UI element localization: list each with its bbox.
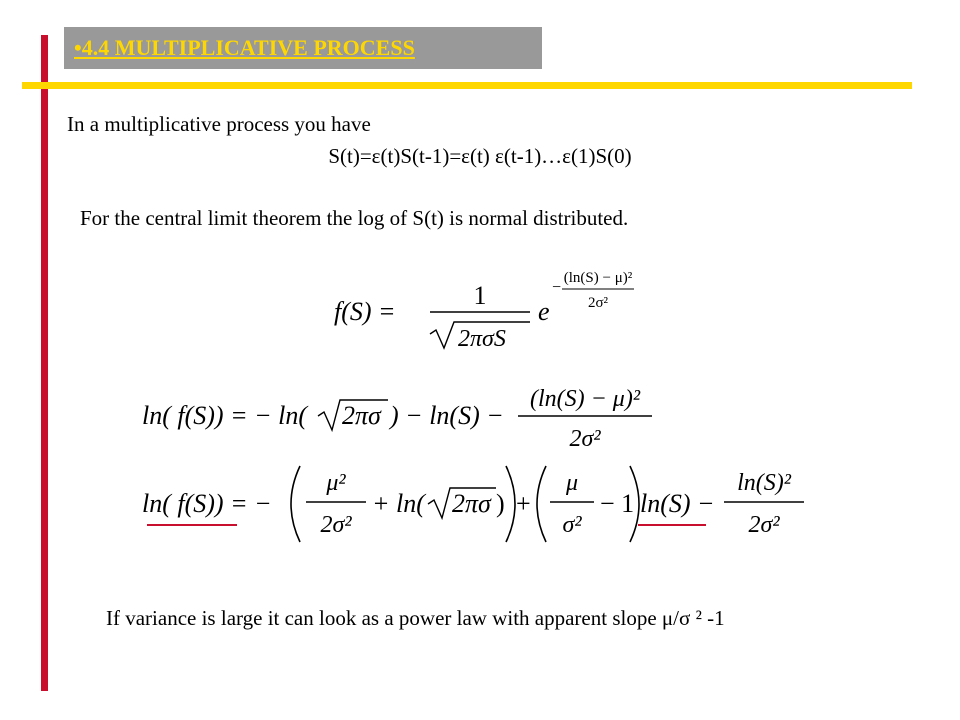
top-accent-bar	[22, 82, 912, 89]
eq3-g1-close: )	[496, 489, 505, 518]
eq2-frac-numerator: (ln(S) − μ)²	[529, 386, 641, 412]
eq3-g2-tail: − 1	[600, 489, 635, 518]
eq3-g1-denominator: 2σ²	[320, 512, 352, 538]
intro-text: In a multiplicative process you have	[67, 112, 371, 136]
eq3-lhs: ln( f(S)) = −	[142, 489, 272, 518]
eq1-base-e: e	[538, 297, 550, 326]
eq2-lhs: ln( f(S)) = − ln(	[142, 401, 308, 430]
chain-formula: S(t)=ε(t)S(t-1)=ε(t) ε(t-1)…ε(1)S(0)	[328, 144, 632, 168]
log-density-equation	[140, 380, 670, 460]
underline-mark-lhs	[147, 524, 237, 526]
eq1-lhs: f(S) =	[334, 297, 396, 326]
eq1-exp-minus: −	[552, 279, 562, 296]
expanded-log-density-equation	[140, 460, 810, 550]
underline-mark-lnS	[638, 524, 706, 526]
eq3-lnS: ln(S) −	[640, 489, 715, 518]
eq3-last-numerator: ln(S)²	[737, 470, 791, 496]
eq1-exp-numerator: (ln(S) − μ)²	[563, 270, 633, 286]
eq3-left-paren-2	[537, 466, 546, 542]
eq2-mid: ) − ln(S) −	[390, 401, 504, 430]
eq3-last-denominator: 2σ²	[748, 512, 780, 538]
conclusion-text: If variance is large it can look as a power law with apparent slope μ/σ ² -1	[106, 606, 725, 630]
eq1-exp-denominator: 2σ²	[587, 295, 609, 311]
eq1-denominator: 2πσS	[458, 326, 506, 352]
eq1-numerator: 1	[473, 281, 487, 310]
eq2-frac-denominator: 2σ²	[569, 426, 601, 452]
eq3-g1-mid: + ln(	[372, 489, 425, 518]
eq3-right-paren-1	[506, 466, 515, 542]
eq3-g2-denominator: σ²	[562, 512, 582, 538]
eq3-g2-numerator: μ	[565, 470, 579, 496]
eq2-sqrt-arg: 2πσ	[342, 401, 381, 430]
clt-statement: For the central limit theorem the log of S(t) is normal distributed.	[80, 206, 629, 230]
eq3-left-paren-1	[291, 466, 300, 542]
slide-title: •4.4 MULTIPLICATIVE PROCESS	[74, 35, 415, 60]
eq3-plus: +	[516, 489, 531, 518]
left-accent-bar	[41, 35, 48, 691]
eq3-g1-numerator: μ²	[326, 470, 346, 496]
eq3-g1-sqrt-arg: 2πσ	[452, 489, 491, 518]
lognormal-density-equation	[330, 262, 640, 352]
